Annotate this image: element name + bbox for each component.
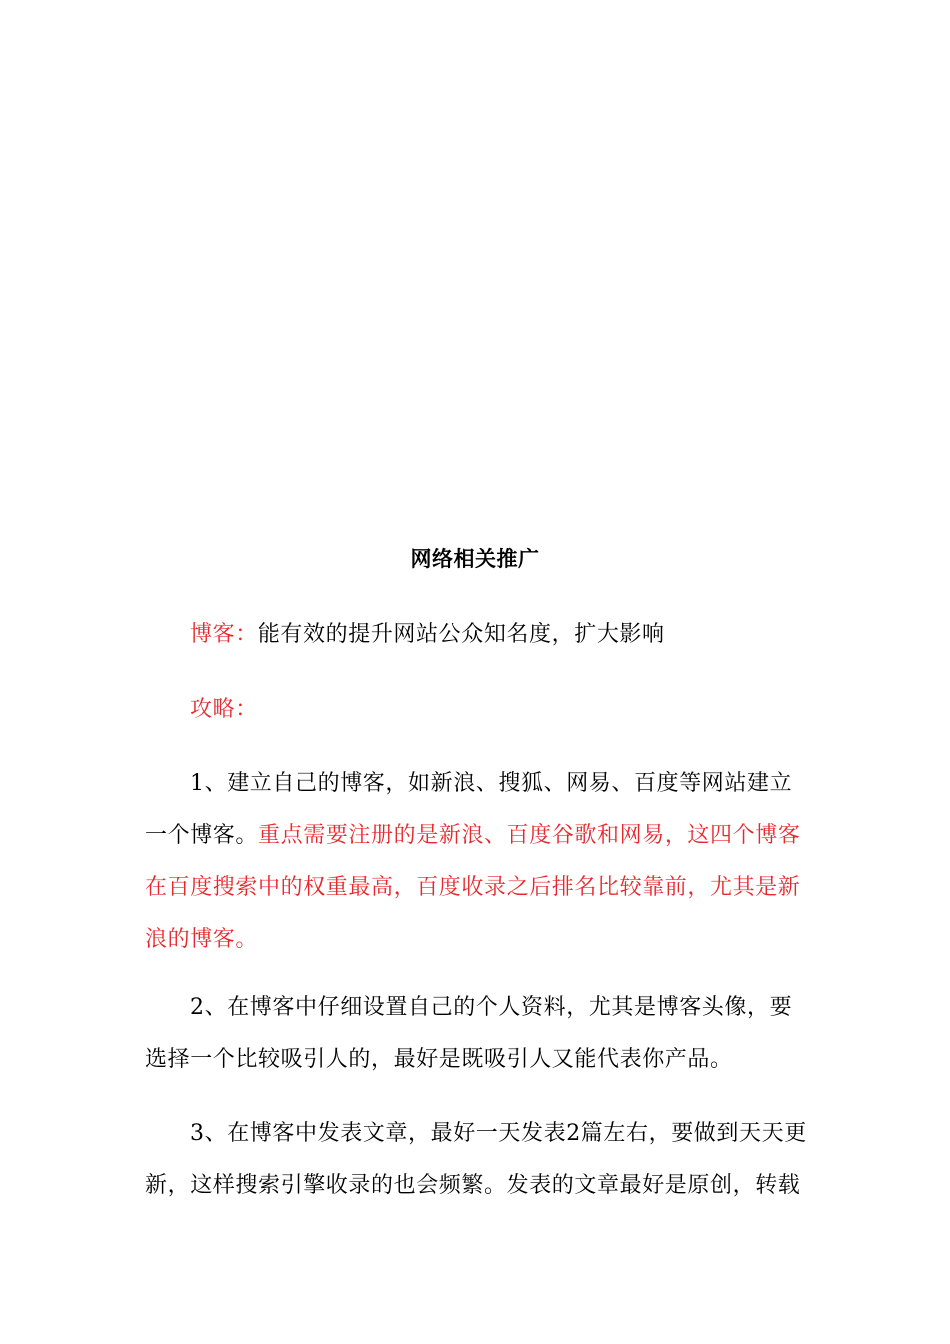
list-item-3-text: 3、在博客中发表文章，最好一天发表2篇左右，要做到天天更新，这样搜索引擎收录的也会频繁。发表的文章最好是原创，转载: [145, 1121, 807, 1198]
list-item-2: [145, 982, 807, 1086]
intro-label: 博客：: [190, 622, 258, 647]
list-item-3: [145, 1108, 807, 1212]
list-item-1-text: 1、建立自己的博客，如新浪、搜狐、网易、百度等网站建立一个博客。: [145, 771, 793, 848]
list-item-1-highlight: 重点需要注册的是新浪、百度谷歌和网易，这四个博客在百度搜索中的权重最高，百度收录之后排名比较靠前，尤其是新浪的博客。: [145, 823, 801, 952]
strategy-label: 攻略：: [190, 697, 258, 722]
intro-paragraph: [145, 609, 807, 661]
document-title: 网络相关推广: [410, 546, 540, 571]
list-item-2-text: 2、在博客中仔细设置自己的个人资料，尤其是博客头像，要选择一个比较吸引人的，最好是既吸引人又能代表你产品。: [145, 995, 793, 1072]
list-item-1: [145, 758, 807, 966]
intro-text: 能有效的提升网站公众知名度，扩大影响: [257, 622, 665, 647]
